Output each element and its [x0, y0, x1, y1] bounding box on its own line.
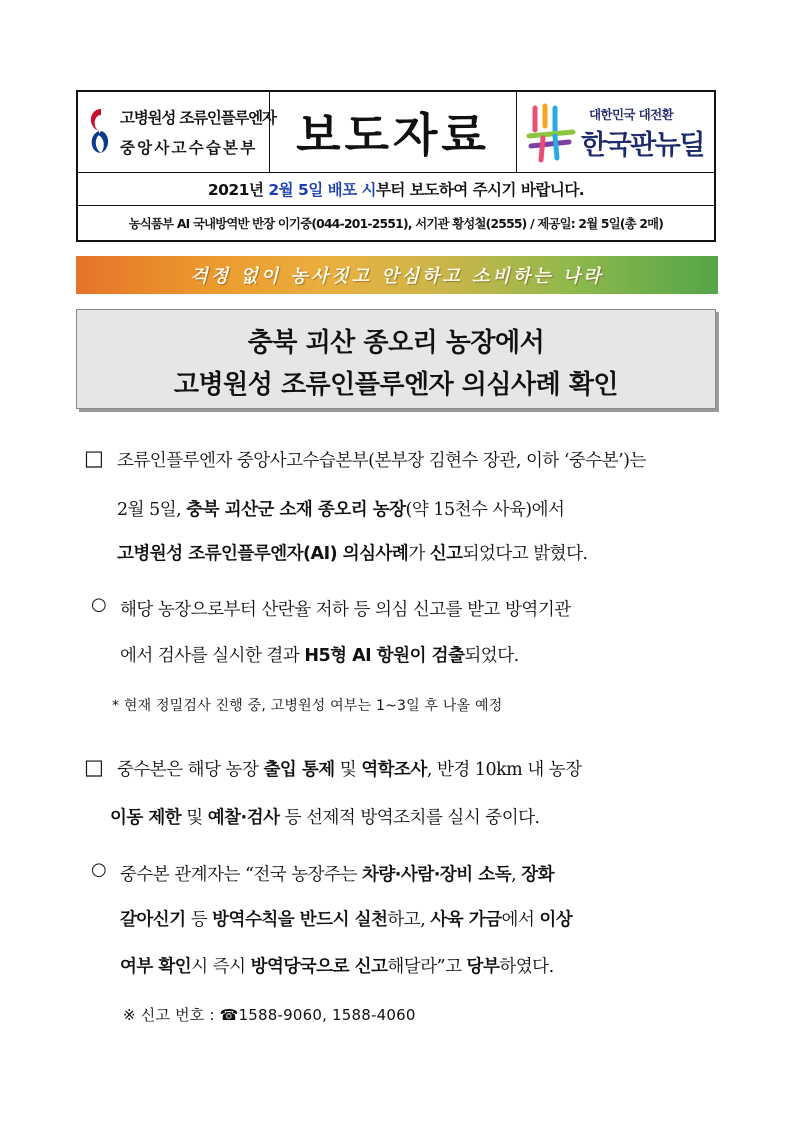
text-run: (약 15천수 사육)에서: [405, 500, 565, 520]
text-run: 되었다.: [464, 646, 519, 666]
release-prefix: 2021년: [207, 180, 269, 199]
sec1-bullet-line2: [120, 642, 519, 667]
slogan-text: 걱정 없이 농사짓고 안심하고 소비하는 나라: [190, 266, 604, 287]
contact-info: 농식품부 AI 국내방역반 반장 이기중(044-201-2551), 서기관 황성철(2555) / 제공일: 2월 5일(총 2매): [128, 216, 664, 231]
sec2-bullet-line2: [120, 906, 572, 931]
slogan-banner: [76, 256, 718, 294]
emphasis-run: 이상: [539, 910, 573, 930]
text-run: 에서 검사를 실시한 결과: [120, 646, 305, 666]
emphasis-run: 충북 괴산군 소재 종오리 농장: [186, 500, 406, 520]
org-name-line2: 중앙사고수습본부: [120, 139, 258, 157]
text-run: 하였다.: [499, 957, 554, 977]
emphasis-run: 역학조사: [361, 760, 427, 780]
release-suffix: 부터 보도하여 주시기 바랍니다.: [375, 180, 585, 199]
sec1-line1-text: 조류인플루엔자 중앙사고수습본부(본부장 김현수 장관, 이하 ‘중수본’)는: [117, 451, 646, 471]
text-run: 2월 5일,: [117, 500, 187, 520]
sec1-line3: [117, 540, 588, 565]
emphasis-run: 당부: [466, 957, 500, 977]
text-run: 해당 농장으로부터 산란율 저하 등 의심 신고를 받고 방역기관: [120, 600, 571, 620]
sec2-bullet-line1: [120, 861, 554, 886]
text-run: 시 즉시: [191, 957, 251, 977]
emphasis-run: 장화: [521, 865, 555, 885]
emphasis-run: 갈아신기: [120, 910, 186, 930]
report-number-note: ※ 신고 번호 : ☎1588-9060, 1588-4060: [123, 1006, 416, 1024]
sec1-footnote: * 현재 정밀검사 진행 중, 고병원성 여부는 1~3일 후 나올 예정: [112, 698, 503, 714]
emphasis-run: 여부 확인: [120, 957, 192, 977]
emphasis-run: 고병원성 조류인플루엔자(AI) 의심사례: [117, 544, 409, 564]
release-date: 2월 5일 배포 시: [268, 180, 376, 199]
headline-line2: 고병원성 조류인플루엔자 의심사례 확인: [173, 370, 619, 400]
text-run: 및: [181, 808, 208, 828]
emphasis-run: 이동 제한: [110, 808, 182, 828]
emphasis-run: H5형 AI 항원이 검출: [304, 646, 465, 666]
text-run: 중수본은 해당 농장: [117, 760, 264, 780]
newdeal-subtitle: 대한민국 대전환: [589, 107, 674, 122]
emphasis-run: 방역수칙을 반드시 실천: [212, 910, 388, 930]
emphasis-run: 출입 통제: [263, 760, 335, 780]
sec1-line2: [117, 496, 564, 521]
section-marker: □: [84, 446, 104, 470]
sec2-line2: [110, 804, 540, 829]
text-run: 등: [185, 910, 213, 930]
section-marker: □: [84, 755, 104, 779]
korean-new-deal-logo: [525, 102, 579, 164]
emphasis-run: 신고: [429, 544, 463, 564]
newdeal-cell: [517, 92, 714, 172]
sec1-bullet-line1: [120, 596, 571, 621]
text-run: 등 선제적 방역조치를 실시 중이다.: [279, 808, 540, 828]
title-cell: [270, 92, 517, 172]
text-run: 해달라”고: [387, 957, 467, 977]
org-name-line1: 고병원성 조류인플루엔자: [120, 109, 276, 127]
newdeal-title: 한국판뉴딜: [581, 130, 704, 161]
text-run: , 반경 10km 내 농장: [426, 760, 582, 780]
bullet-marker: ○: [91, 859, 107, 880]
text-run: 중수본 관계자는 “전국 농장주는: [120, 865, 362, 885]
emphasis-run: 예찰·검사: [207, 808, 280, 828]
text-run: 및: [334, 760, 362, 780]
sec2-line1: [117, 756, 582, 781]
bullet-marker: ○: [91, 594, 107, 615]
release-time-row: [78, 172, 714, 206]
emphasis-run: 방역당국으로 신고: [250, 957, 388, 977]
headline-box: [76, 309, 716, 409]
text-run: 가: [408, 544, 430, 564]
emphasis-run: 차량·사람·장비 소독: [361, 865, 512, 885]
org-cell: [78, 92, 276, 172]
sec2-bullet-line3: [120, 953, 554, 978]
sec1-line1: [117, 447, 646, 472]
text-run: 되었다고 밝혔다.: [462, 544, 588, 564]
header-top-row: [78, 92, 714, 173]
press-release-title: 보도자료: [296, 108, 490, 162]
text-run: ,: [511, 865, 522, 885]
text-run: 에서: [501, 910, 540, 930]
government-emblem-icon: [86, 105, 116, 159]
headline-line1: 충북 괴산 종오리 농장에서: [247, 328, 545, 358]
contact-row: [78, 205, 714, 240]
press-header-table: [76, 90, 716, 242]
emphasis-run: 사육 가금: [430, 910, 502, 930]
text-run: 하고,: [387, 910, 431, 930]
